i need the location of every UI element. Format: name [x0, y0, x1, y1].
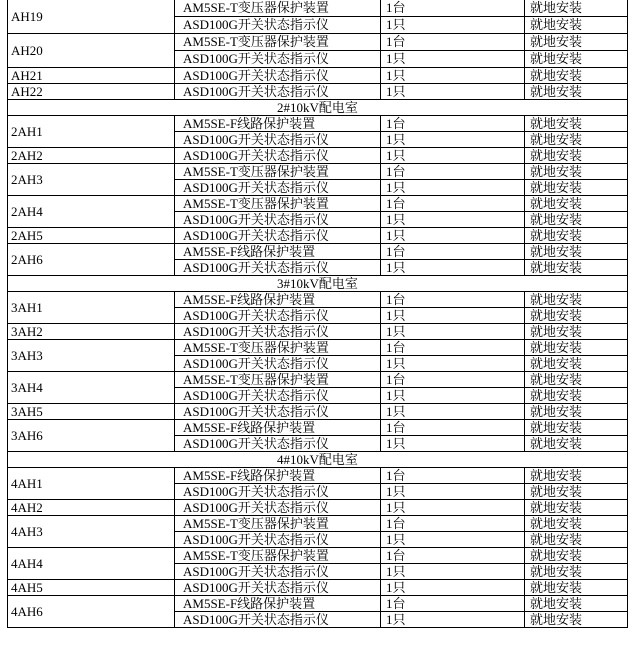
- device-cell: ASD100G开关状态指示仪: [175, 308, 381, 323]
- cabinet-group: [8, 547, 627, 579]
- table-row: [175, 516, 627, 531]
- quantity-cell: 1台: [381, 596, 525, 611]
- cabinet-group: [8, 419, 627, 451]
- table-row: [175, 435, 627, 451]
- device-cell: ASD100G开关状态指示仪: [175, 148, 381, 163]
- install-mode-cell: 就地安装: [530, 564, 583, 579]
- device-cell: ASD100G开关状态指示仪: [175, 404, 381, 419]
- device-cell: AM5SE-T变压器保护装置: [175, 516, 381, 531]
- cabinet-group: [8, 0, 627, 33]
- quantity-cell: 1台: [381, 244, 525, 259]
- cabinet-id: AH19: [8, 0, 175, 33]
- cabinet-id: 2AH2: [8, 148, 175, 163]
- cabinet-id: 4AH4: [8, 548, 175, 579]
- install-mode-cell: 就地安装: [530, 436, 583, 451]
- cabinet-id: AH21: [8, 68, 175, 83]
- cabinet-group: [8, 227, 627, 243]
- cabinet-id: 2AH6: [8, 244, 175, 275]
- table-row: [175, 404, 627, 419]
- table-row: [175, 324, 627, 339]
- table-row: [175, 420, 627, 435]
- table-row: [175, 468, 627, 483]
- cabinet-id: 2AH5: [8, 228, 175, 243]
- install-mode-cell: 就地安装: [530, 596, 583, 611]
- device-cell: ASD100G开关状态指示仪: [175, 388, 381, 403]
- install-mode-cell: 就地安装: [530, 532, 583, 547]
- device-cell: AM5SE-T变压器保护装置: [175, 34, 381, 50]
- table-row: [175, 164, 627, 179]
- cabinet-id: 3AH4: [8, 372, 175, 403]
- table-row: [175, 84, 627, 99]
- quantity-cell: 1只: [381, 532, 525, 547]
- table-row: [175, 340, 627, 355]
- device-cell: ASD100G开关状态指示仪: [175, 132, 381, 147]
- device-cell: ASD100G开关状态指示仪: [175, 324, 381, 339]
- cabinet-group: [8, 33, 627, 67]
- install-mode-cell: 就地安装: [530, 51, 583, 66]
- device-cell: AM5SE-T变压器保护装置: [175, 164, 381, 179]
- cabinet-id: 4AH2: [8, 500, 175, 515]
- quantity-cell: 1台: [381, 196, 525, 211]
- table-row: [175, 0, 627, 16]
- cabinet-group: [8, 67, 627, 83]
- device-cell: AM5SE-F线路保护装置: [175, 420, 381, 435]
- cabinet-id: 3AH2: [8, 324, 175, 339]
- quantity-cell: 1只: [381, 308, 525, 323]
- device-cell: AM5SE-F线路保护装置: [175, 116, 381, 131]
- install-mode-cell: 就地安装: [530, 148, 583, 163]
- table-row: [175, 211, 627, 227]
- cabinet-id: 4AH6: [8, 596, 175, 627]
- quantity-cell: 1只: [381, 212, 525, 227]
- quantity-cell: 1只: [381, 580, 525, 595]
- cabinet-group: [8, 115, 627, 147]
- quantity-cell: 1只: [381, 228, 525, 243]
- cabinet-group: [8, 339, 627, 371]
- install-mode-cell: 就地安装: [530, 548, 583, 563]
- device-cell: ASD100G开关状态指示仪: [175, 212, 381, 227]
- device-cell: ASD100G开关状态指示仪: [175, 484, 381, 499]
- cabinet-id: 2AH3: [8, 164, 175, 195]
- table-row: [175, 611, 627, 627]
- device-cell: ASD100G开关状态指示仪: [175, 17, 381, 33]
- install-mode-cell: 就地安装: [530, 388, 583, 403]
- table-row: [175, 292, 627, 307]
- quantity-cell: 1只: [381, 180, 525, 195]
- table-row: [175, 548, 627, 563]
- install-mode-cell: 就地安装: [530, 324, 583, 339]
- device-cell: AM5SE-T变压器保护装置: [175, 548, 381, 563]
- install-mode-cell: 就地安装: [530, 0, 583, 15]
- install-mode-cell: 就地安装: [530, 516, 583, 531]
- quantity-cell: 1只: [381, 612, 525, 627]
- cabinet-group: [8, 83, 627, 99]
- table-row: [175, 228, 627, 243]
- quantity-cell: 1只: [381, 17, 525, 33]
- install-mode-cell: 就地安装: [530, 356, 583, 371]
- device-cell: ASD100G开关状态指示仪: [175, 500, 381, 515]
- cabinet-id: AH20: [8, 34, 175, 67]
- install-mode-cell: 就地安装: [530, 132, 583, 147]
- room-header: 2#10kV配电室: [8, 99, 627, 115]
- install-mode-cell: 就地安装: [530, 17, 583, 32]
- quantity-cell: 1台: [381, 340, 525, 355]
- install-mode-cell: 就地安装: [530, 404, 583, 419]
- cabinet-id: 4AH3: [8, 516, 175, 547]
- device-cell: AM5SE-T变压器保护装置: [175, 196, 381, 211]
- table-row: [175, 16, 627, 33]
- cabinet-group: [8, 595, 627, 627]
- install-mode-cell: 就地安装: [530, 612, 583, 627]
- install-mode-cell: 就地安装: [530, 468, 583, 483]
- device-cell: AM5SE-F线路保护装置: [175, 292, 381, 307]
- install-mode-cell: 就地安装: [530, 292, 583, 307]
- device-cell: ASD100G开关状态指示仪: [175, 84, 381, 99]
- room-header: 4#10kV配电室: [8, 451, 627, 467]
- cabinet-group: [8, 371, 627, 403]
- device-cell: ASD100G开关状态指示仪: [175, 580, 381, 595]
- table-row: [175, 531, 627, 547]
- cabinet-id: 3AH1: [8, 292, 175, 323]
- install-mode-cell: 就地安装: [530, 580, 583, 595]
- cabinet-group: [8, 499, 627, 515]
- cabinet-group: [8, 291, 627, 323]
- cabinet-id: 2AH4: [8, 196, 175, 227]
- device-cell: ASD100G开关状态指示仪: [175, 612, 381, 627]
- quantity-cell: 1只: [381, 436, 525, 451]
- cabinet-id: 4AH5: [8, 580, 175, 595]
- cabinet-id: 4AH1: [8, 468, 175, 499]
- device-cell: ASD100G开关状态指示仪: [175, 436, 381, 451]
- table-row: [175, 500, 627, 515]
- device-cell: AM5SE-T变压器保护装置: [175, 0, 381, 16]
- table-row: [175, 387, 627, 403]
- equipment-table: [7, 0, 628, 628]
- device-cell: ASD100G开关状态指示仪: [175, 51, 381, 67]
- device-cell: AM5SE-T变压器保护装置: [175, 372, 381, 387]
- install-mode-cell: 就地安装: [530, 484, 583, 499]
- install-mode-cell: 就地安装: [530, 228, 583, 243]
- install-mode-cell: 就地安装: [530, 308, 583, 323]
- install-mode-cell: 就地安装: [530, 340, 583, 355]
- quantity-cell: 1台: [381, 116, 525, 131]
- device-cell: AM5SE-F线路保护装置: [175, 596, 381, 611]
- cabinet-group: [8, 467, 627, 499]
- table-row: [175, 259, 627, 275]
- install-mode-cell: 就地安装: [530, 68, 583, 83]
- cabinet-group: [8, 163, 627, 195]
- install-mode-cell: 就地安装: [530, 244, 583, 259]
- device-cell: ASD100G开关状态指示仪: [175, 260, 381, 275]
- table-row: [175, 563, 627, 579]
- install-mode-cell: 就地安装: [530, 164, 583, 179]
- cabinet-group: [8, 147, 627, 163]
- table-row: [175, 580, 627, 595]
- table-row: [175, 68, 627, 83]
- cabinet-id: 3AH5: [8, 404, 175, 419]
- device-cell: ASD100G开关状态指示仪: [175, 532, 381, 547]
- quantity-cell: 1只: [381, 260, 525, 275]
- table-row: [175, 196, 627, 211]
- quantity-cell: 1只: [381, 68, 525, 83]
- quantity-cell: 1只: [381, 564, 525, 579]
- table-row: [175, 148, 627, 163]
- quantity-cell: 1只: [381, 132, 525, 147]
- quantity-cell: 1只: [381, 388, 525, 403]
- quantity-cell: 1只: [381, 324, 525, 339]
- install-mode-cell: 就地安装: [530, 84, 583, 99]
- install-mode-cell: 就地安装: [530, 260, 583, 275]
- table-row: [175, 596, 627, 611]
- device-cell: ASD100G开关状态指示仪: [175, 180, 381, 195]
- cabinet-id: 3AH6: [8, 420, 175, 451]
- table-row: [175, 50, 627, 67]
- cabinet-group: [8, 403, 627, 419]
- install-mode-cell: 就地安装: [530, 180, 583, 195]
- device-cell: ASD100G开关状态指示仪: [175, 564, 381, 579]
- cabinet-id: 2AH1: [8, 116, 175, 147]
- quantity-cell: 1台: [381, 468, 525, 483]
- install-mode-cell: 就地安装: [530, 420, 583, 435]
- table-row: [175, 131, 627, 147]
- cabinet-id: AH22: [8, 84, 175, 99]
- cabinet-group: [8, 323, 627, 339]
- quantity-cell: 1只: [381, 148, 525, 163]
- install-mode-cell: 就地安装: [530, 196, 583, 211]
- install-mode-cell: 就地安装: [530, 34, 583, 49]
- table-row: [175, 355, 627, 371]
- room-header: 3#10kV配电室: [8, 275, 627, 291]
- device-cell: ASD100G开关状态指示仪: [175, 228, 381, 243]
- quantity-cell: 1台: [381, 0, 525, 16]
- device-cell: AM5SE-F线路保护装置: [175, 244, 381, 259]
- quantity-cell: 1台: [381, 516, 525, 531]
- quantity-cell: 1只: [381, 500, 525, 515]
- quantity-cell: 1台: [381, 372, 525, 387]
- cabinet-id: 3AH3: [8, 340, 175, 371]
- cabinet-group: [8, 579, 627, 595]
- table-row: [175, 372, 627, 387]
- quantity-cell: 1台: [381, 420, 525, 435]
- install-mode-cell: 就地安装: [530, 212, 583, 227]
- device-cell: AM5SE-F线路保护装置: [175, 468, 381, 483]
- table-row: [175, 34, 627, 50]
- table-row: [175, 307, 627, 323]
- quantity-cell: 1只: [381, 51, 525, 67]
- cabinet-group: [8, 243, 627, 275]
- table-row: [175, 483, 627, 499]
- quantity-cell: 1只: [381, 84, 525, 99]
- cabinet-group: [8, 195, 627, 227]
- cabinet-group: [8, 515, 627, 547]
- device-cell: ASD100G开关状态指示仪: [175, 356, 381, 371]
- table-row: [175, 244, 627, 259]
- quantity-cell: 1台: [381, 292, 525, 307]
- table-row: [175, 116, 627, 131]
- install-mode-cell: 就地安装: [530, 500, 583, 515]
- quantity-cell: 1只: [381, 484, 525, 499]
- device-cell: AM5SE-T变压器保护装置: [175, 340, 381, 355]
- install-mode-cell: 就地安装: [530, 116, 583, 131]
- table-row: [175, 179, 627, 195]
- install-mode-cell: 就地安装: [530, 372, 583, 387]
- device-cell: ASD100G开关状态指示仪: [175, 68, 381, 83]
- quantity-cell: 1只: [381, 356, 525, 371]
- quantity-cell: 1只: [381, 404, 525, 419]
- quantity-cell: 1台: [381, 548, 525, 563]
- quantity-cell: 1台: [381, 34, 525, 50]
- quantity-cell: 1台: [381, 164, 525, 179]
